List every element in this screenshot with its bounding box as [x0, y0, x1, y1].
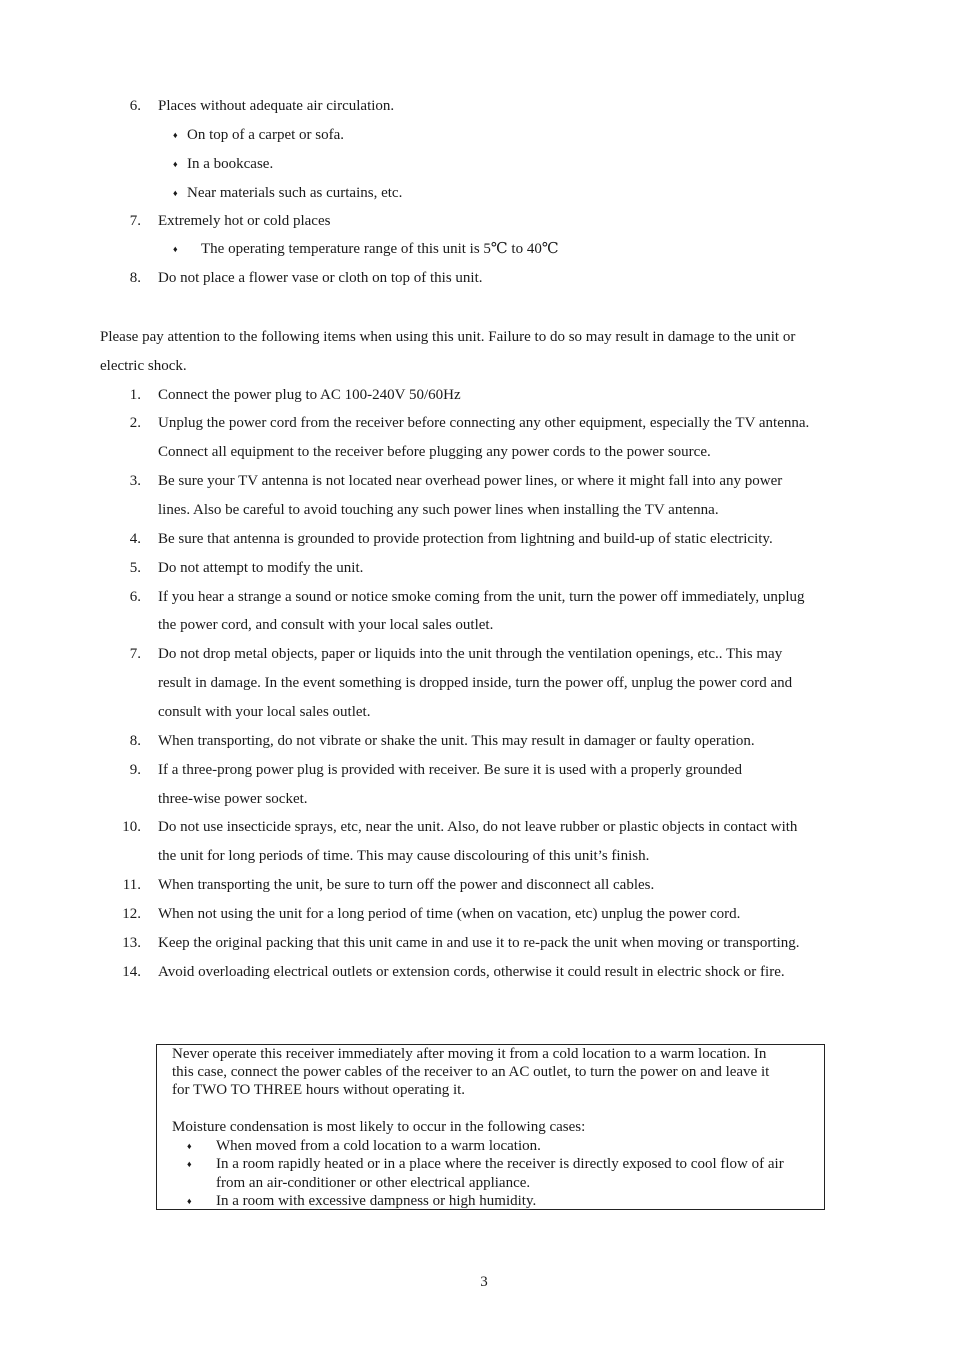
list-item-text: Extremely hot or cold places	[158, 213, 331, 229]
sub-item-text: On top of a carpet or sofa.	[187, 127, 345, 143]
list-item-text: result in damage. In the event something is dropped inside, turn the power off, unplug the power cord and	[158, 675, 793, 691]
list-item-text: Avoid overloading electrical outlets or extension cords, otherwise it could result in electric shock or fire.	[158, 964, 785, 980]
list-item-text: When transporting the unit, be sure to turn off the power and disconnect all cables.	[158, 877, 655, 893]
diamond-bullet-icon: ♦	[187, 1196, 192, 1206]
list-number: 5.	[129, 560, 141, 576]
list-item-text: Do not place a flower vase or cloth on top of this unit.	[158, 270, 483, 286]
list-item-text: Places without adequate air circulation.	[158, 98, 395, 114]
list-item-text: Connect the power plug to AC 100-240V 50/60Hz	[158, 387, 461, 403]
list-item-text: the power cord, and consult with your local sales outlet.	[158, 617, 494, 633]
list-number: 13.	[122, 935, 141, 951]
list-item-text: lines. Also be careful to avoid touching any such power lines when installing the TV antenna.	[158, 502, 719, 518]
sub-item-text: Near materials such as curtains, etc.	[187, 185, 403, 201]
list-number: 7.	[129, 213, 141, 229]
note-line: Never operate this receiver immediately after moving it from a cold location to a warm location. In	[172, 1046, 767, 1062]
list-item-text: Be sure that antenna is grounded to provide protection from lightning and build-up of static electricity.	[158, 531, 773, 547]
list-number: 10.	[122, 819, 141, 835]
list-item-text: If a three-prong power plug is provided with receiver. Be sure it is used with a properly grounded	[158, 762, 743, 778]
note-line: this case, connect the power cables of the receiver to an AC outlet, to turn the power on and leave it	[172, 1064, 770, 1080]
list-number: 3.	[129, 473, 141, 489]
list-number: 1.	[129, 387, 141, 403]
list-number: 11.	[122, 877, 141, 893]
diamond-bullet-icon: ♦	[173, 159, 178, 169]
intro-line: electric shock.	[100, 358, 187, 374]
list-number: 14.	[122, 964, 141, 980]
sub-item-text: The operating temperature range of this unit is 5℃ to 40℃	[201, 241, 559, 257]
list-item-text: Do not attempt to modify the unit.	[158, 560, 364, 576]
list-number: 9.	[129, 762, 141, 778]
list-item-text: When transporting, do not vibrate or shake the unit. This may result in damager or faulty operation.	[158, 733, 755, 749]
list-item-text: Be sure your TV antenna is not located near overhead power lines, or where it might fall into any power	[158, 473, 783, 489]
list-number: 8.	[129, 733, 141, 749]
list-number: 12.	[122, 906, 141, 922]
list-number: 6.	[129, 98, 141, 114]
diamond-bullet-icon: ♦	[187, 1141, 192, 1151]
note-line: Moisture condensation is most likely to occur in the following cases:	[172, 1119, 586, 1135]
note-bullet-text: from an air-conditioner or other electrical appliance.	[216, 1175, 531, 1191]
note-bullet-text: In a room rapidly heated or in a place where the receiver is directly exposed to cool flow of air	[216, 1156, 784, 1172]
intro-line: Please pay attention to the following items when using this unit. Failure to do so may result in damage to the unit or	[100, 329, 796, 345]
list-number: 4.	[129, 531, 141, 547]
diamond-bullet-icon: ♦	[173, 188, 178, 198]
list-item-text: three-wise power socket.	[158, 791, 308, 807]
list-item-text: Do not use insecticide sprays, etc, near the unit. Also, do not leave rubber or plastic objects in contact with	[158, 819, 798, 835]
sub-item-text: In a bookcase.	[187, 156, 274, 172]
list-item-text: consult with your local sales outlet.	[158, 704, 371, 720]
list-item-text: When not using the unit for a long period of time (when on vacation, etc) unplug the power cord.	[158, 906, 741, 922]
diamond-bullet-icon: ♦	[173, 130, 178, 140]
diamond-bullet-icon: ♦	[187, 1159, 192, 1169]
list-item-text: Keep the original packing that this unit came in and use it to re-pack the unit when moving or transporting.	[158, 935, 800, 951]
list-item-text: If you hear a strange a sound or notice smoke coming from the unit, turn the power off immediately, unplug	[158, 589, 805, 605]
list-item-text: Connect all equipment to the receiver before plugging any power cords to the power source.	[158, 444, 711, 460]
list-item-text: Do not drop metal objects, paper or liquids into the unit through the ventilation openings, etc.. This may	[158, 646, 783, 662]
note-bullet-text: When moved from a cold location to a warm location.	[216, 1138, 541, 1154]
list-number: 2.	[129, 415, 141, 431]
diamond-bullet-icon: ♦	[173, 244, 178, 254]
list-number: 6.	[129, 589, 141, 605]
note-line: for TWO TO THREE hours without operating it.	[172, 1082, 466, 1098]
page-number: 3	[480, 1274, 488, 1290]
list-number: 8.	[129, 270, 141, 286]
note-bullet-text: In a room with excessive dampness or high humidity.	[216, 1193, 537, 1209]
list-number: 7.	[129, 646, 141, 662]
list-item-text: Unplug the power cord from the receiver before connecting any other equipment, especially the TV antenna.	[158, 415, 810, 431]
list-item-text: the unit for long periods of time. This may cause discolouring of this unit’s finish.	[158, 848, 650, 864]
